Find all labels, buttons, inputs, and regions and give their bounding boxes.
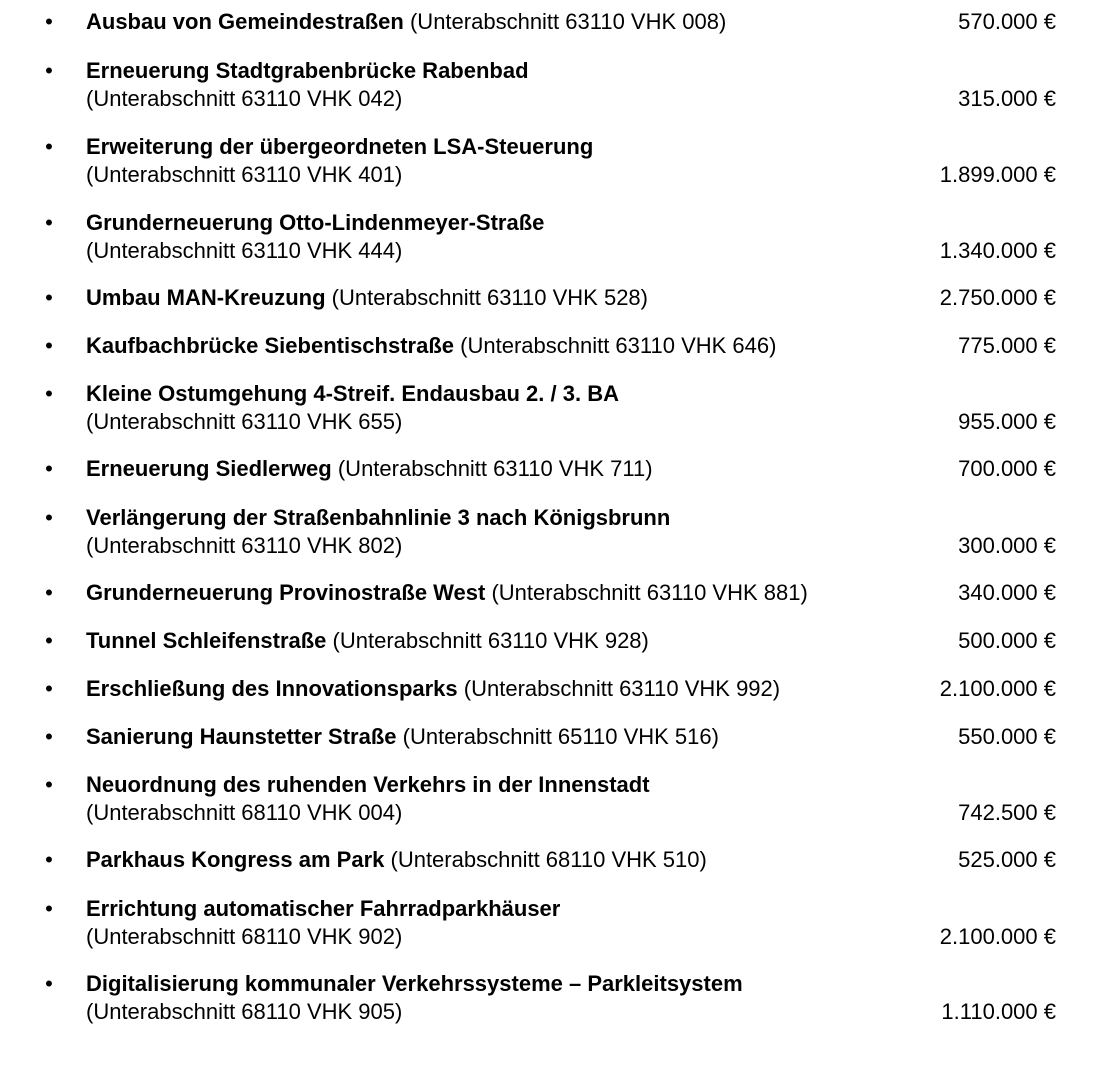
item-amount: 340.000 € xyxy=(958,580,1056,605)
item-amount: 550.000 € xyxy=(958,724,1056,749)
bullet: • xyxy=(45,505,53,530)
item-text xyxy=(86,455,916,483)
item-detail: (Unterabschnitt 63110 VHK 444) xyxy=(86,238,403,263)
item-amount: 1.110.000 € xyxy=(941,999,1056,1024)
item-title: Umbau MAN-Kreuzung xyxy=(86,285,326,310)
item-title: Tunnel Schleifenstraße xyxy=(86,628,327,653)
item-title: Erschließung des Innovationsparks xyxy=(86,676,458,701)
item-title: Neuordnung des ruhenden Verkehrs in der Innenstadt xyxy=(86,772,650,797)
item-text xyxy=(86,579,916,607)
item-detail: (Unterabschnitt 63110 VHK 042) xyxy=(86,86,403,111)
item-text xyxy=(86,846,916,874)
item-amount: 2.100.000 € xyxy=(939,676,1056,701)
item-detail: (Unterabschnitt 63110 VHK 528) xyxy=(331,285,648,310)
item-detail: (Unterabschnitt 63110 VHK 881) xyxy=(491,580,808,605)
item-detail: (Unterabschnitt 63110 VHK 655) xyxy=(86,409,403,434)
item-title: Kleine Ostumgehung 4-Streif. Endausbau 2. / 3. BA xyxy=(86,381,619,406)
item-title: Sanierung Haunstetter Straße xyxy=(86,724,397,749)
item-amount: 500.000 € xyxy=(958,628,1056,653)
item-amount: 1.340.000 € xyxy=(939,238,1056,263)
item-detail: (Unterabschnitt 68110 VHK 510) xyxy=(390,847,707,872)
item-title: Ausbau von Gemeindestraßen xyxy=(86,9,404,34)
item-text xyxy=(86,133,916,189)
item-title: Grunderneuerung Provinostraße West xyxy=(86,580,486,605)
item-title: Parkhaus Kongress am Park xyxy=(86,847,385,872)
item-detail: (Unterabschnitt 63110 VHK 646) xyxy=(460,333,777,358)
item-text xyxy=(86,332,916,360)
bullet: • xyxy=(45,381,53,406)
item-title: Digitalisierung kommunaler Verkehrssysteme – Parkleitsystem xyxy=(86,971,743,996)
bullet: • xyxy=(45,580,53,605)
item-detail: (Unterabschnitt 63110 VHK 711) xyxy=(337,456,653,481)
bullet: • xyxy=(45,628,53,653)
item-amount: 570.000 € xyxy=(958,9,1056,34)
item-amount: 300.000 € xyxy=(958,533,1056,558)
item-amount: 2.100.000 € xyxy=(939,924,1056,949)
bullet: • xyxy=(45,676,53,701)
bullet: • xyxy=(45,724,53,749)
item-text xyxy=(86,627,916,655)
item-amount: 2.750.000 € xyxy=(939,285,1056,310)
item-amount: 955.000 € xyxy=(958,409,1056,434)
item-text xyxy=(86,723,916,751)
item-amount: 1.899.000 € xyxy=(939,162,1056,187)
item-detail: (Unterabschnitt 63110 VHK 008) xyxy=(409,9,727,34)
item-title: Kaufbachbrücke Siebentischstraße xyxy=(86,333,455,358)
item-text xyxy=(86,209,916,265)
item-detail: (Unterabschnitt 63110 VHK 401) xyxy=(86,162,403,187)
item-amount: 315.000 € xyxy=(958,86,1056,111)
item-amount: 775.000 € xyxy=(958,333,1056,358)
item-detail: (Unterabschnitt 68110 VHK 004) xyxy=(86,800,403,825)
bullet: • xyxy=(45,456,53,481)
item-text xyxy=(86,675,916,703)
bullet: • xyxy=(45,9,53,34)
item-detail: (Unterabschnitt 63110 VHK 928) xyxy=(332,628,649,653)
item-title: Erweiterung der übergeordneten LSA-Steuerung xyxy=(86,134,594,159)
item-amount: 700.000 € xyxy=(958,456,1056,481)
item-title: Verlängerung der Straßenbahnlinie 3 nach Königsbrunn xyxy=(86,505,671,530)
bullet: • xyxy=(45,210,53,235)
item-title: Errichtung automatischer Fahrradparkhäuser xyxy=(86,896,561,921)
item-text xyxy=(86,771,916,827)
bullet: • xyxy=(45,772,53,797)
bullet: • xyxy=(45,333,53,358)
bullet: • xyxy=(45,58,53,83)
bullet: • xyxy=(45,971,53,996)
item-text xyxy=(86,970,916,1026)
item-detail: (Unterabschnitt 68110 VHK 905) xyxy=(86,999,403,1024)
item-detail: (Unterabschnitt 63110 VHK 992) xyxy=(463,676,781,701)
bullet: • xyxy=(45,134,53,159)
item-text xyxy=(86,895,916,951)
item-title: Grunderneuerung Otto-Lindenmeyer-Straße xyxy=(86,210,545,235)
bullet: • xyxy=(45,285,53,310)
item-detail: (Unterabschnitt 63110 VHK 802) xyxy=(86,533,403,558)
item-text xyxy=(86,380,916,436)
item-title: Erneuerung Stadtgrabenbrücke Rabenbad xyxy=(86,58,529,83)
bullet: • xyxy=(45,847,53,872)
item-text xyxy=(86,504,916,560)
bullet: • xyxy=(45,896,53,921)
item-amount: 742.500 € xyxy=(958,800,1056,825)
item-text xyxy=(86,284,916,312)
item-title: Erneuerung Siedlerweg xyxy=(86,456,332,481)
item-detail: (Unterabschnitt 65110 VHK 516) xyxy=(402,724,719,749)
item-text xyxy=(86,8,916,36)
item-text xyxy=(86,57,916,113)
item-amount: 525.000 € xyxy=(958,847,1056,872)
item-detail: (Unterabschnitt 68110 VHK 902) xyxy=(86,924,403,949)
